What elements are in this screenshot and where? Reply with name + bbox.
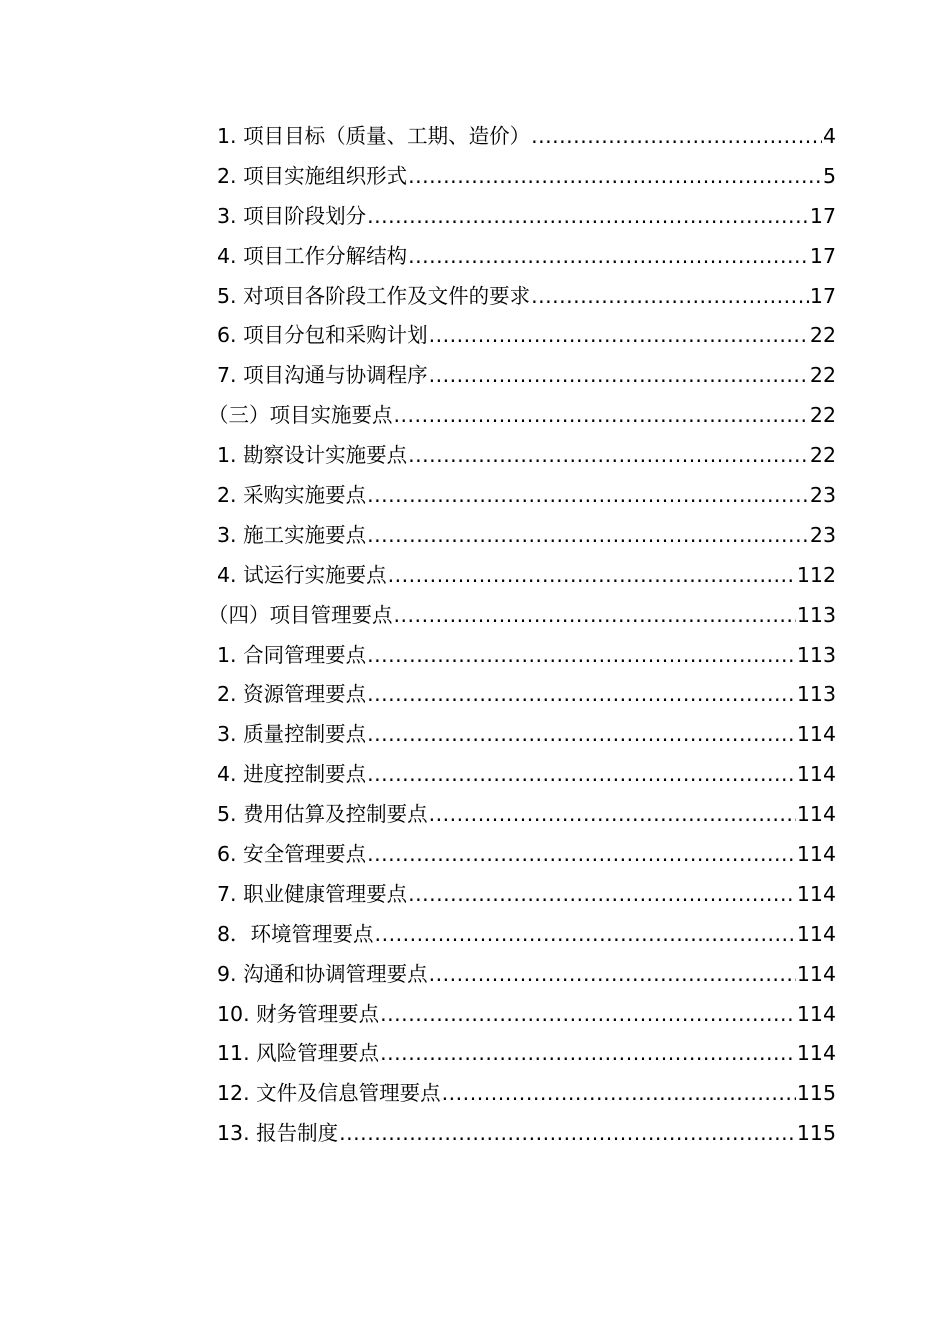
toc-entry-label: 1. 项目目标（质量、工期、造价）	[217, 124, 531, 148]
dot-leader	[408, 875, 796, 915]
toc-entry-label: 6. 安全管理要点	[217, 842, 367, 867]
toc-entry-label: 3. 项目阶段划分	[217, 203, 367, 228]
toc-entry[interactable]	[208, 1114, 836, 1154]
table-of-contents	[208, 117, 836, 1154]
dot-leader	[367, 835, 796, 875]
toc-page-number: 114	[796, 881, 836, 906]
toc-entry[interactable]	[208, 1034, 836, 1074]
toc-page-number: 22	[809, 363, 836, 388]
toc-page-number: 113	[796, 682, 836, 707]
dot-leader	[388, 556, 796, 596]
toc-page-number: 115	[796, 1121, 836, 1146]
toc-entry-label: 10. 财务管理要点	[217, 1001, 380, 1026]
toc-entry-label: （四）项目管理要点	[208, 602, 393, 627]
dot-leader	[408, 436, 809, 476]
dot-leader	[367, 516, 809, 556]
toc-page-number: 22	[809, 443, 836, 468]
toc-entry[interactable]	[208, 795, 836, 835]
toc-entry[interactable]	[208, 715, 836, 755]
toc-entry[interactable]	[208, 596, 836, 636]
dot-leader	[408, 157, 822, 197]
toc-entry[interactable]	[208, 516, 836, 556]
dot-leader	[408, 237, 809, 277]
toc-entry-label: 11. 风险管理要点	[217, 1041, 380, 1066]
toc-entry-label: 1. 合同管理要点	[217, 642, 367, 667]
toc-entry[interactable]	[208, 436, 836, 476]
toc-entry[interactable]	[208, 277, 836, 317]
dot-leader	[367, 755, 796, 795]
toc-page-number: 17	[809, 203, 836, 228]
dot-leader	[367, 675, 796, 715]
toc-entry-label: 7. 项目沟通与协调程序	[217, 363, 428, 388]
toc-page-number: 23	[809, 522, 836, 547]
toc-entry-label: 9. 沟通和协调管理要点	[217, 961, 428, 986]
toc-page-number: 112	[796, 562, 836, 587]
toc-page-number: 113	[796, 642, 836, 667]
toc-entry[interactable]	[208, 875, 836, 915]
toc-entry-label: 12. 文件及信息管理要点	[217, 1081, 441, 1106]
dot-leader	[394, 596, 796, 636]
toc-page-number: 4	[822, 124, 836, 148]
toc-entry[interactable]	[208, 117, 836, 157]
toc-page-number: 22	[809, 403, 836, 428]
toc-page-number: 22	[809, 323, 836, 348]
toc-page-number: 113	[796, 602, 836, 627]
toc-entry-label: 1. 勘察设计实施要点	[217, 443, 408, 468]
dot-leader	[429, 356, 809, 396]
toc-page-number: 115	[796, 1081, 836, 1106]
dot-leader	[442, 1074, 796, 1114]
toc-entry-label: 2. 项目实施组织形式	[217, 163, 408, 188]
toc-entry-label: 4. 试运行实施要点	[217, 562, 387, 587]
toc-entry[interactable]	[208, 316, 836, 356]
toc-entry[interactable]	[208, 835, 836, 875]
dot-leader	[380, 1034, 796, 1074]
toc-entry-label: 8．环境管理要点	[217, 921, 374, 946]
toc-entry[interactable]	[208, 476, 836, 516]
toc-entry-label: 4. 进度控制要点	[217, 762, 367, 787]
toc-entry-label: 3. 施工实施要点	[217, 522, 367, 547]
toc-page-number: 114	[796, 842, 836, 867]
toc-page-number: 114	[796, 802, 836, 827]
toc-entry[interactable]	[208, 675, 836, 715]
toc-entry-label: 2. 资源管理要点	[217, 682, 367, 707]
toc-page-number: 114	[796, 762, 836, 787]
toc-entry[interactable]	[208, 237, 836, 277]
toc-page-number: 5	[822, 163, 836, 188]
toc-entry-label: 6. 项目分包和采购计划	[217, 323, 428, 348]
dot-leader	[367, 715, 796, 755]
toc-page-number: 17	[809, 283, 836, 308]
toc-entry-label: 5. 对项目各阶段工作及文件的要求	[217, 283, 531, 308]
toc-entry[interactable]	[208, 755, 836, 795]
toc-entry[interactable]	[208, 396, 836, 436]
toc-entry-label: 4. 项目工作分解结构	[217, 243, 408, 268]
toc-entry[interactable]	[208, 1074, 836, 1114]
toc-page-number: 114	[796, 961, 836, 986]
dot-leader	[380, 995, 796, 1035]
toc-entry[interactable]	[208, 556, 836, 596]
toc-entry-label: 13. 报告制度	[217, 1121, 339, 1146]
toc-entry-label: （三）项目实施要点	[208, 403, 393, 428]
toc-entry[interactable]	[208, 955, 836, 995]
toc-page-number: 114	[796, 1001, 836, 1026]
toc-entry-label: 7. 职业健康管理要点	[217, 881, 408, 906]
toc-entry-label: 5. 费用估算及控制要点	[217, 802, 428, 827]
dot-leader	[429, 955, 796, 995]
toc-page-number: 114	[796, 1041, 836, 1066]
toc-entry-label: 2. 采购实施要点	[217, 483, 367, 508]
toc-entry[interactable]	[208, 915, 836, 955]
dot-leader	[375, 915, 796, 955]
toc-entry[interactable]	[208, 197, 836, 237]
toc-page-number: 114	[796, 921, 836, 946]
dot-leader	[531, 117, 822, 157]
toc-entry[interactable]	[208, 995, 836, 1035]
dot-leader	[394, 396, 809, 436]
toc-entry-label: 3. 质量控制要点	[217, 722, 367, 747]
dot-leader	[367, 197, 809, 237]
dot-leader	[367, 476, 809, 516]
toc-entry[interactable]	[208, 157, 836, 197]
dot-leader	[429, 316, 809, 356]
dot-leader	[531, 277, 809, 317]
toc-page-number: 114	[796, 722, 836, 747]
dot-leader	[339, 1114, 796, 1154]
dot-leader	[367, 636, 796, 676]
toc-entry[interactable]	[208, 356, 836, 396]
dot-leader	[429, 795, 796, 835]
toc-entry[interactable]	[208, 636, 836, 676]
toc-page-number: 23	[809, 483, 836, 508]
toc-page-number: 17	[809, 243, 836, 268]
